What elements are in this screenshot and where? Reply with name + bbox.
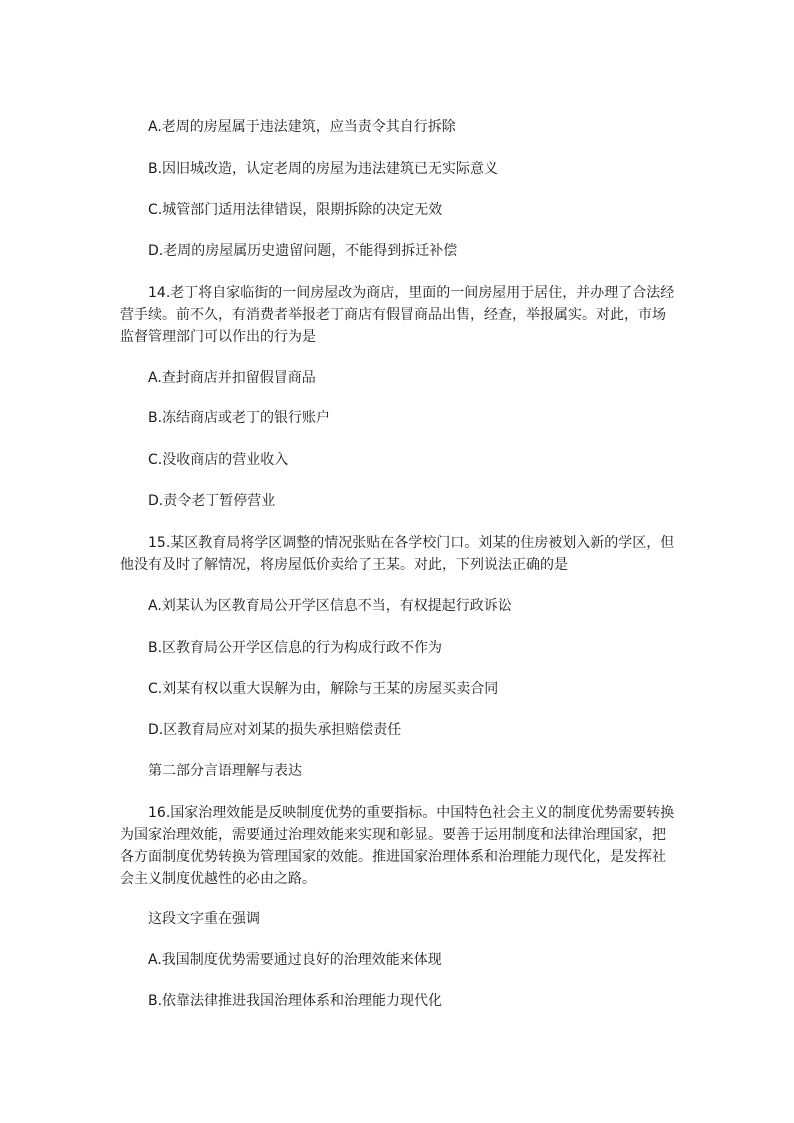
q15-option-b: B.区教育局公开学区信息的行为构成行政不作为: [148, 640, 443, 656]
q14-option-c: C.没收商店的营业收入: [148, 452, 289, 468]
q13-option-b: B.因旧城改造，认定老周的房屋为违法建筑已无实际意义: [148, 161, 499, 177]
q16-option-b: B.依靠法律推进我国治理体系和治理能力现代化: [148, 993, 443, 1009]
q16-prompt: 这段文字重在强调: [148, 911, 260, 927]
q14-stem-line-2: 营手续。前不久，有消费者举报老丁商店有假冒商品出售，经查，举报属实。对此，市场: [120, 307, 666, 323]
q15-stem-line-1: 15.某区教育局将学区调整的情况张贴在各学校门口。刘某的住房被划入新的学区，但: [148, 535, 675, 551]
q14-option-d: D.责令老丁暂停营业: [148, 493, 276, 509]
q16-stem-line-2: 为国家治理效能，需要通过治理效能来实现和彰显。要善于运用制度和法律治理国家，把: [120, 827, 666, 843]
q14-option-b: B.冻结商店或老丁的银行账户: [148, 410, 331, 426]
q14-option-a: A.查封商店并扣留假冒商品: [148, 370, 316, 386]
q13-option-a: A.老周的房屋属于违法建筑，应当责令其自行拆除: [148, 119, 456, 135]
q14-stem-line-1: 14.老丁将自家临街的一间房屋改为商店，里面的一间房屋用于居住，并办理了合法经: [148, 285, 675, 301]
q14-stem-line-3: 监督管理部门可以作出的行为是: [120, 329, 316, 345]
q16-stem-line-4: 会主义制度优越性的必由之路。: [120, 871, 316, 887]
q16-option-a: A.我国制度优势需要通过良好的治理效能来体现: [148, 952, 442, 968]
q15-option-d: D.区教育局应对刘某的损失承担赔偿责任: [148, 722, 402, 738]
q15-stem-line-2: 他没有及时了解情况，将房屋低价卖给了王某。对此，下列说法正确的是: [120, 557, 568, 573]
q13-option-d: D.老周的房屋属历史遗留问题，不能得到拆迁补偿: [148, 243, 458, 259]
q16-stem-line-1: 16.国家治理效能是反映制度优势的重要指标。中国特色社会主义的制度优势需要转换: [148, 805, 675, 821]
q16-stem-line-3: 各方面制度优势转换为管理国家的效能。推进国家治理体系和治理能力现代化，是发挥社: [120, 849, 666, 865]
q13-option-c: C.城管部门适用法律错误，限期拆除的决定无效: [148, 202, 443, 218]
section-heading: 第二部分言语理解与表达: [148, 763, 302, 779]
q15-option-a: A.刘某认为区教育局公开学区信息不当，有权提起行政诉讼: [148, 598, 512, 614]
q15-option-c: C.刘某有权以重大误解为由，解除与王某的房屋买卖合同: [148, 681, 499, 697]
